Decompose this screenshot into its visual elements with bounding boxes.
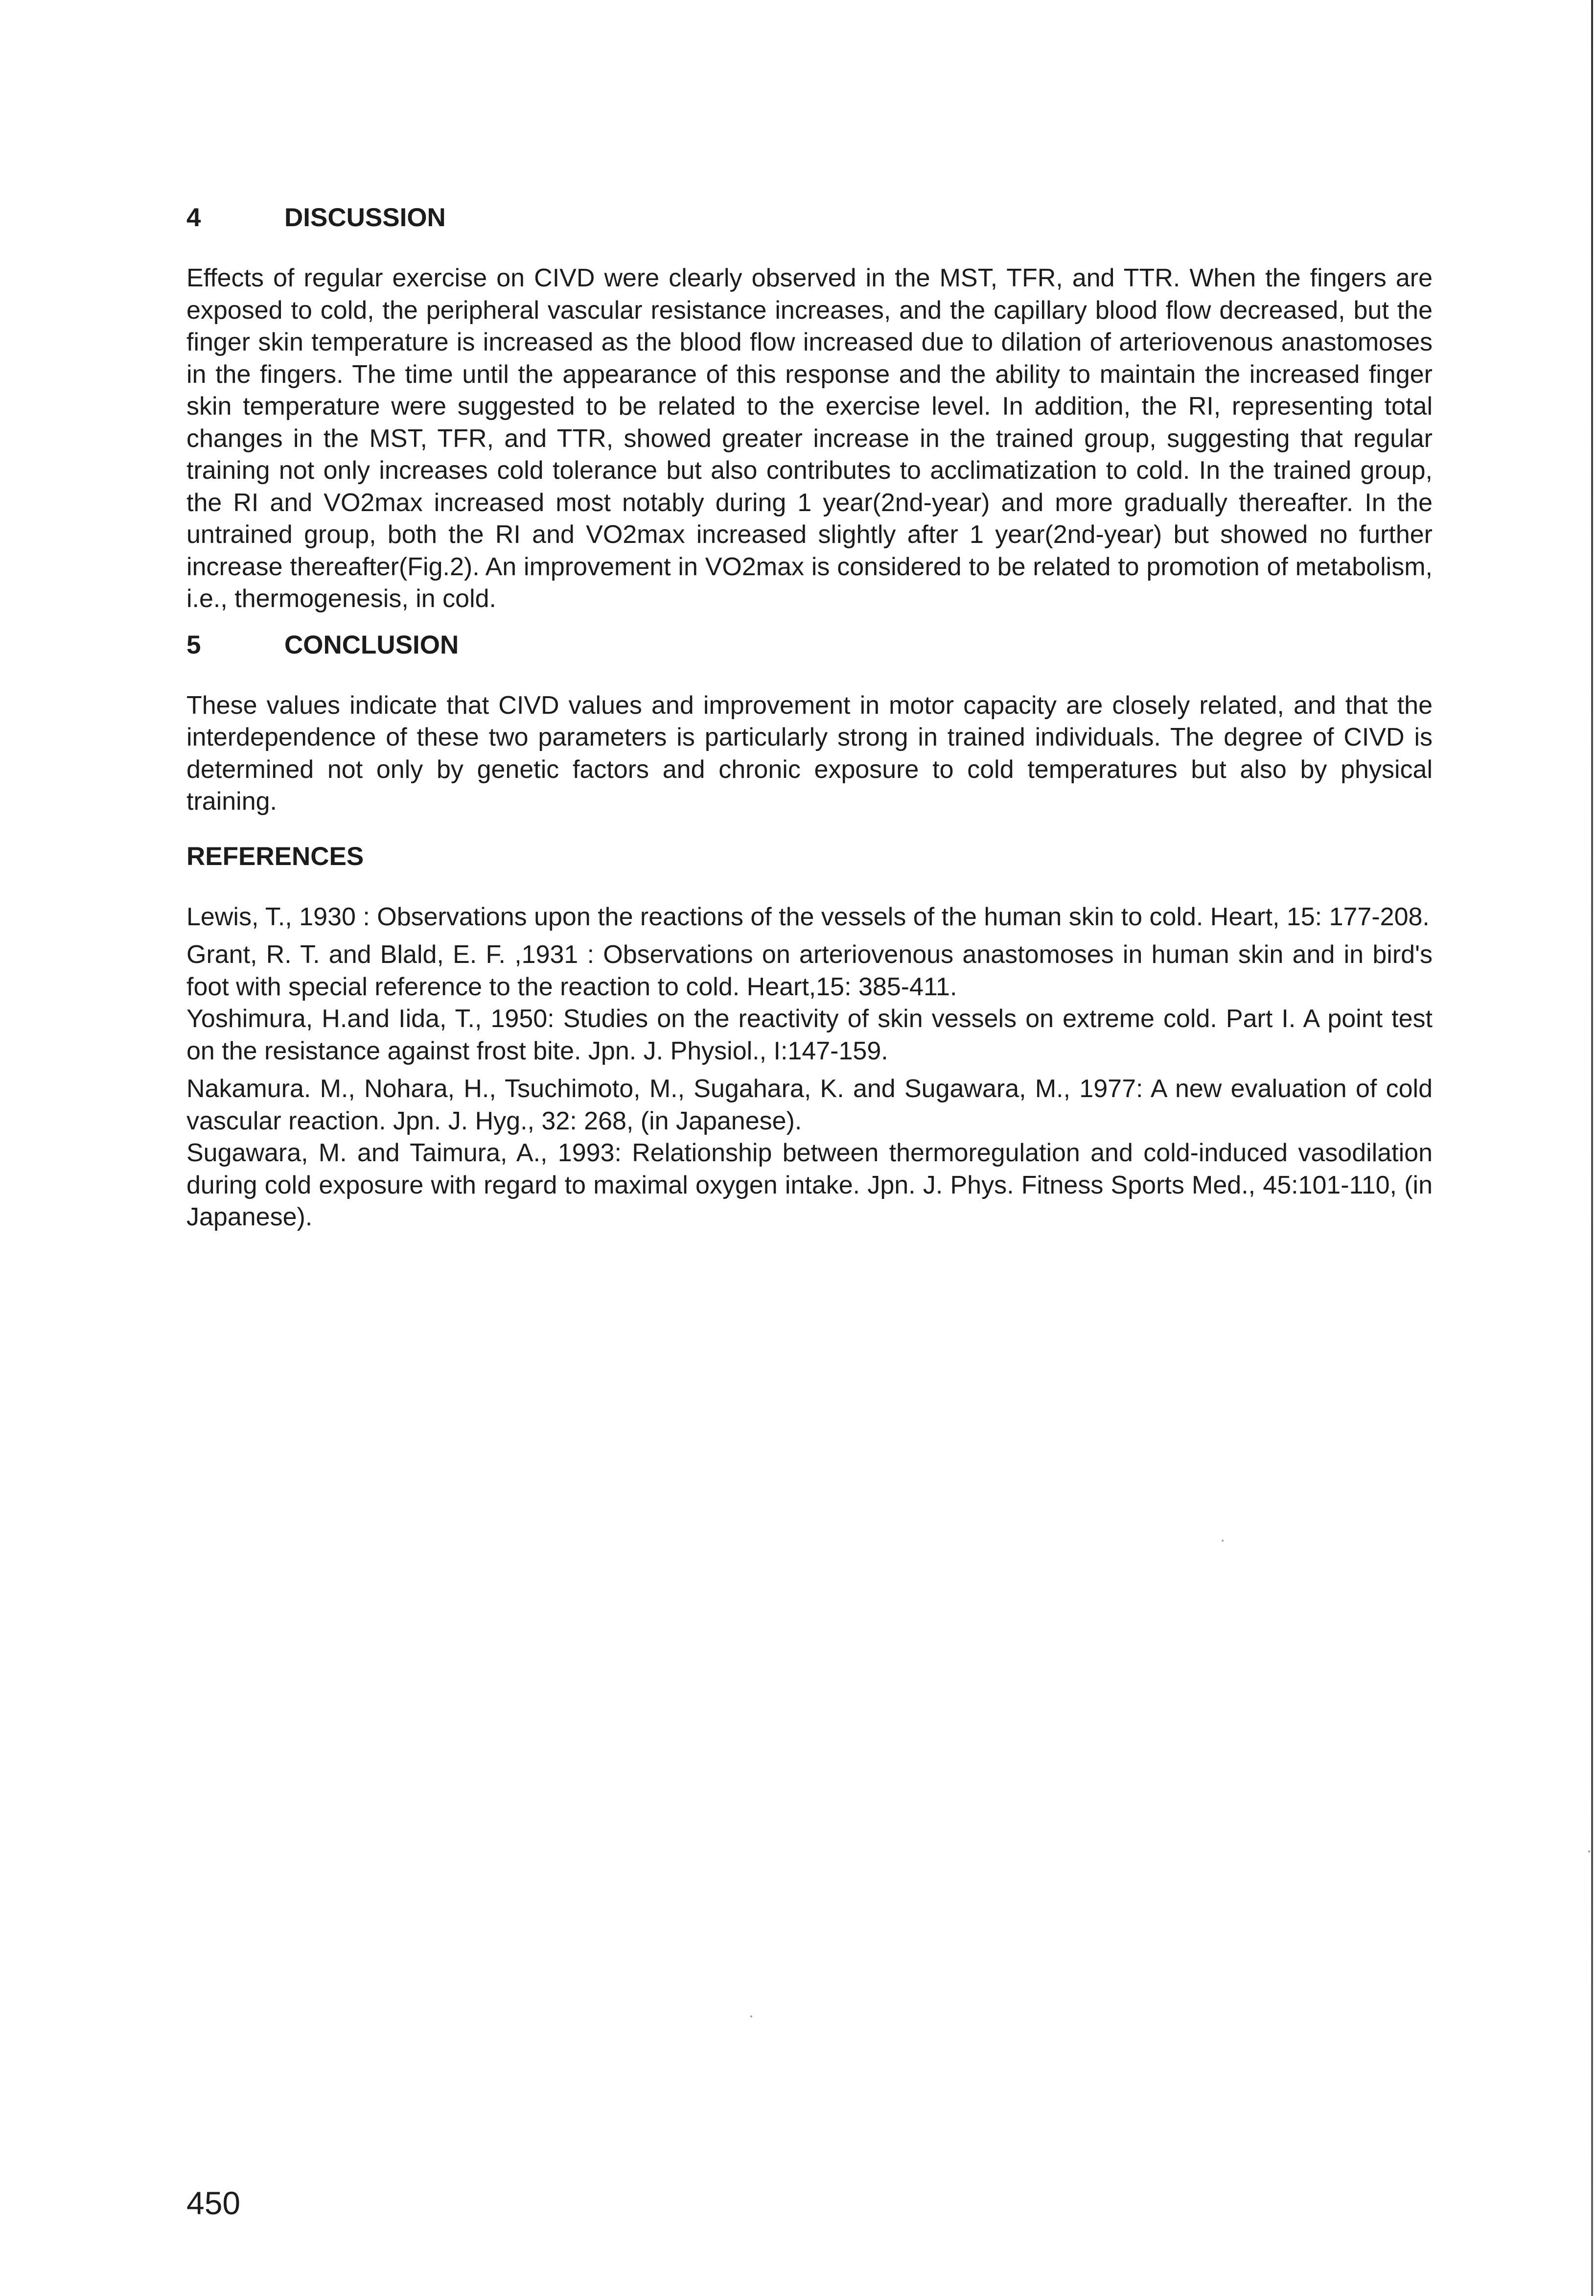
reference-item: Nakamura. M., Nohara, H., Tsuchimoto, M., Sugahara, K. and Sugawara, M., 1977: A new evaluation of cold vascular reaction. Jpn. J. Hyg., 32: 268, (in Japanese).	[186, 1075, 1433, 1135]
section-title: DISCUSSION	[284, 203, 446, 232]
section-discussion	[186, 202, 1433, 615]
reference-item: Lewis, T., 1930 : Observations upon the reactions of the vessels of the human skin to cold. Heart, 15: 177-208.	[186, 902, 1430, 931]
section-number: 5	[186, 630, 201, 659]
references-heading: REFERENCES	[186, 842, 364, 871]
section-heading	[186, 629, 1433, 661]
scan-edge-line	[1591, 0, 1593, 2296]
section-heading	[186, 202, 1433, 234]
references-list	[186, 901, 1433, 1234]
section-title: CONCLUSION	[284, 630, 459, 659]
conclusion-paragraph: These values indicate that CIVD values and improvement in motor capacity are closely related, and that the interdependence of these two parameters is particularly strong in trained individuals. The degree of CIVD is determined not only by genetic factors and chronic exposure to cold temperatures but also by physical training.	[186, 691, 1433, 816]
reference-item: Grant, R. T. and Blald, E. F. ,1931 : Observations on arteriovenous anastomoses in human skin and in bird's foot with special reference to the reaction to cold. Heart,15: 385-411.	[186, 940, 1433, 1001]
reference-item: Yoshimura, H.and Iida, T., 1950: Studies on the reactivity of skin vessels on extreme cold. Part I. A point test on the resistance against frost bite. Jpn. J. Physiol., I:147-159.	[186, 1005, 1433, 1065]
page-content	[186, 202, 1433, 1234]
section-conclusion	[186, 629, 1433, 818]
scan-speck	[750, 2015, 752, 2017]
reference-item: Sugawara, M. and Taimura, A., 1993: Relationship between thermoregulation and cold-induced vasodilation during cold exposure with regard to maximal oxygen intake. Jpn. J. Phys. Fitness Sports Med., 45:101-110, (in Japanese).	[186, 1139, 1433, 1231]
page-number: 450	[186, 2185, 241, 2221]
references-section	[186, 841, 1433, 1234]
section-number: 4	[186, 203, 201, 232]
discussion-paragraph: Effects of regular exercise on CIVD were clearly observed in the MST, TFR, and TTR. When the fingers are exposed to cold, the peripheral vascular resistance increases, and the capillary blood flow decreased, but the finger skin temperature is increased as the blood flow increased due to dilation of arteriovenous anastomoses in the fingers. The time until the appearance of this response and the ability to maintain the increased finger skin temperature were suggested to be related to the exercise level. In addition, the RI, representing total changes in the MST, TFR, and TTR, showed greater increase in the trained group, suggesting that regular training not only increases cold tolerance but also contributes to acclimatization to cold. In the trained group, the RI and VO2max increased most notably during 1 year(2nd-year) and more gradually thereafter. In the untrained group, both the RI and VO2max increased slightly after 1 year(2nd-year) but showed no further increase thereafter(Fig.2). An improvement in VO2max is considered to be related to promotion of metabolism, i.e., thermogenesis, in cold.	[186, 264, 1433, 613]
scan-speck	[1588, 1851, 1590, 1852]
scan-speck	[1222, 1540, 1224, 1542]
